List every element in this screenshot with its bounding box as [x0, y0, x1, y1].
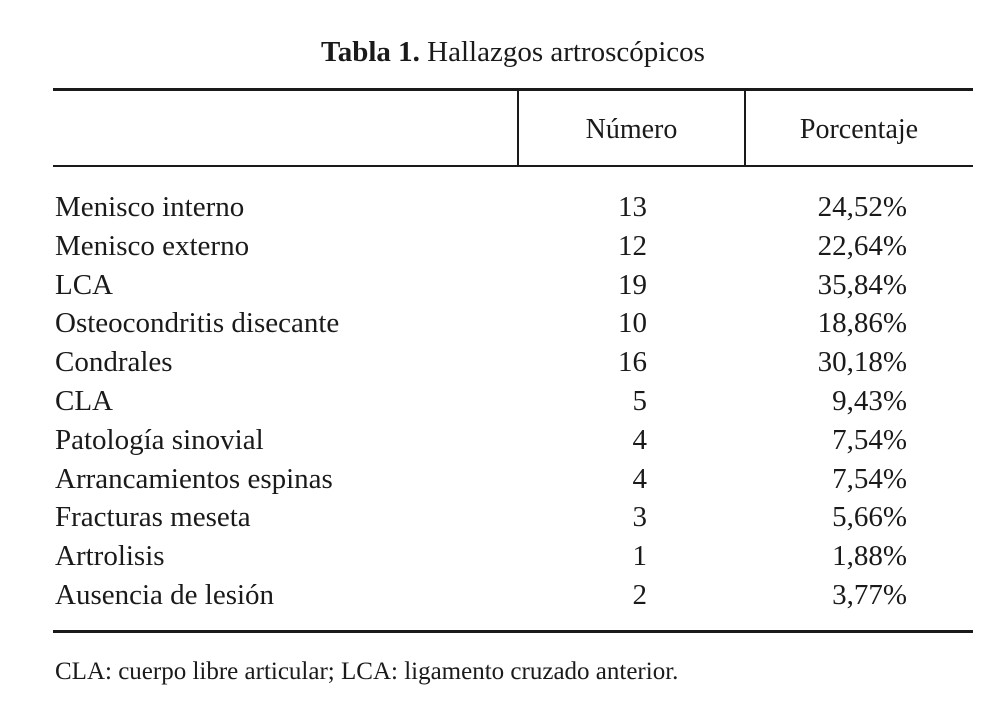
row-label: Condrales: [55, 346, 173, 379]
row-number: 4: [632, 423, 647, 456]
table-row: [53, 266, 973, 305]
row-number: 13: [618, 191, 647, 223]
row-percent: 18,86%: [817, 307, 907, 340]
row-number: 4: [632, 462, 647, 495]
column-header-porcentaje: Porcentaje: [799, 114, 919, 145]
row-percent: 9,43%: [832, 384, 907, 417]
table-row: [53, 382, 973, 421]
row-percent: 35,84%: [817, 268, 907, 301]
row-percent: 7,54%: [832, 423, 907, 456]
row-number: 19: [618, 268, 647, 301]
row-percent: 24,52%: [817, 191, 907, 223]
column-header-numero: Número: [585, 114, 678, 145]
table-body: [53, 188, 973, 615]
row-label: CLA: [55, 384, 113, 417]
row-percent: 7,54%: [832, 462, 907, 495]
row-label: Ausencia de lesión: [55, 578, 275, 611]
row-number: 3: [632, 501, 647, 534]
row-percent: 3,77%: [832, 578, 907, 611]
row-label: Patología sinovial: [55, 423, 264, 456]
row-percent: 5,66%: [832, 501, 907, 534]
table-bottom-rule: [53, 630, 973, 633]
row-number: 10: [618, 307, 647, 340]
table-row: [53, 460, 973, 499]
row-percent: 22,64%: [817, 229, 907, 262]
row-percent: 1,88%: [832, 540, 907, 573]
caption-label: Tabla 1.: [321, 36, 420, 68]
row-number: 2: [632, 578, 647, 611]
row-label: LCA: [55, 268, 113, 301]
row-label: Arrancamientos espinas: [55, 462, 333, 495]
row-number: 12: [618, 229, 647, 262]
table-row: [53, 421, 973, 460]
row-percent: 30,18%: [817, 346, 907, 379]
caption-title: Hallazgos artroscópicos: [427, 36, 705, 68]
row-label: Artrolisis: [55, 540, 165, 573]
header-bottom-rule: [53, 165, 973, 167]
table-row: [53, 537, 973, 576]
table-row: [53, 498, 973, 537]
table-row: [53, 576, 973, 615]
row-label: Menisco interno: [55, 191, 245, 223]
row-number: 5: [632, 384, 647, 417]
row-label: Fracturas meseta: [55, 501, 251, 534]
row-number: 1: [632, 540, 647, 573]
table-row: [53, 227, 973, 266]
table-top-rule: [53, 88, 973, 91]
table-row: [53, 304, 973, 343]
row-number: 16: [618, 346, 647, 379]
table-row: [53, 343, 973, 382]
table-caption: [0, 34, 990, 70]
row-label: Osteocondritis disecante: [55, 307, 340, 340]
table-footnote: CLA: cuerpo libre articular; LCA: ligamento cruzado anterior.: [55, 658, 679, 685]
table-row: [53, 188, 973, 227]
row-label: Menisco externo: [55, 229, 250, 262]
